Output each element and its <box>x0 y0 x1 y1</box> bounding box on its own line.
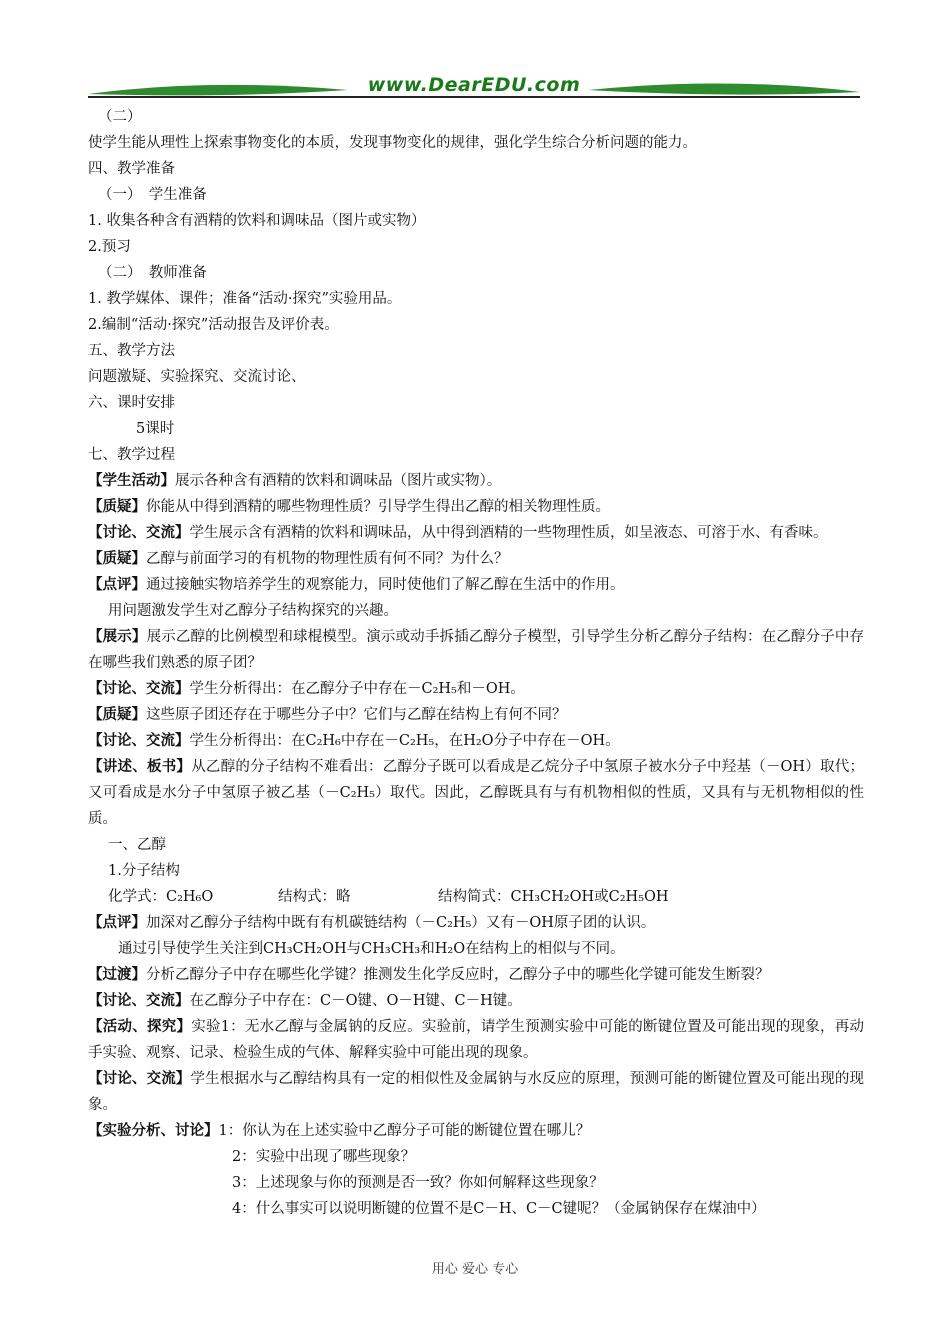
subsection-heading: 1.分子结构 <box>108 863 180 879</box>
tag-label: 【学生活动】 <box>88 472 175 489</box>
section-heading: 五、教学方法 <box>88 343 175 359</box>
subsection-heading: （一） 学生准备 <box>98 187 207 203</box>
paragraph: 用问题激发学生对乙醇分子结构探究的兴趣。 <box>108 603 398 619</box>
paragraph <box>88 468 864 494</box>
question-text: 1：你认为在上述实验中乙醇分子可能的断键位置在哪儿？ <box>218 1123 591 1139</box>
section-heading: 四、教学准备 <box>88 161 175 177</box>
paragraph <box>88 702 864 728</box>
paragraph-text: 展示各种含有酒精的饮料和调味品（图片或实物）。 <box>175 473 502 489</box>
section-heading: 一、乙醇 <box>108 837 166 853</box>
paragraph <box>88 988 864 1014</box>
structural-formula: 结构式：略 <box>278 889 351 905</box>
paragraph: 1. 收集各种含有酒精的饮料和调味品（图片或实物） <box>88 213 426 229</box>
document-body <box>88 104 864 1222</box>
paragraph: 1. 教学媒体、课件；准备“活动·探究”实验用品。 <box>88 291 402 307</box>
tag-label: 【讨论、交流】 <box>88 1070 191 1087</box>
paragraph-text: 实验1：无水乙醇与金属钠的反应。实验前，请学生预测实验中可能的断键位置及可能出现的现象，再动手实验、观察、记录、检验生成的气体、解释实验中可能出现的现象。 <box>88 1019 864 1061</box>
paragraph-text: 加深对乙醇分子结构中既有有机碳链结构（－C₂H₅）又有－OH原子团的认识。 <box>146 915 656 931</box>
tag-label: 【讨论、交流】 <box>88 992 190 1009</box>
paragraph-text: 乙醇与前面学习的有机物的物理性质有何不同？为什么？ <box>146 551 509 567</box>
page-footer: 用心 爱心 专心 <box>431 1262 519 1277</box>
site-header <box>88 68 860 104</box>
tag-label: 【讲述、板书】 <box>88 758 192 775</box>
subsection-heading: （二） 教师准备 <box>98 265 207 281</box>
paragraph <box>88 962 864 988</box>
question-item: 4：什么事实可以说明断键的位置不是C－H、C－C键呢？（金属钠保存在煤油中） <box>232 1201 766 1217</box>
chemical-formula: 化学式：C₂H₆O <box>108 889 214 905</box>
tag-label: 【点评】 <box>88 914 146 931</box>
paragraph <box>88 910 864 936</box>
paragraph: 2.预习 <box>88 239 131 255</box>
paragraph-text: 学生分析得出：在C₂H₆中存在－C₂H₅，在H₂O分子中存在－OH。 <box>189 733 620 749</box>
question-item: 3：上述现象与你的预测是否一致？你如何解释这些现象？ <box>232 1175 604 1191</box>
paragraph <box>88 754 864 832</box>
paragraph: 2.编制“活动·探究”活动报告及评价表。 <box>88 317 339 333</box>
tag-label: 【讨论、交流】 <box>88 680 190 697</box>
paragraph-text: 在乙醇分子中存在：C－O键、O－H键、C－H键。 <box>189 993 522 1009</box>
paragraph: 5课时 <box>136 421 175 437</box>
paragraph: 使学生能从理性上探索事物变化的本质，发现事物变化的规律，强化学生综合分析问题的能力。 <box>88 135 697 151</box>
paragraph <box>88 520 864 546</box>
site-name[interactable]: www.DearEDU.com <box>367 74 581 96</box>
formula-row <box>88 884 864 910</box>
tag-label: 【讨论、交流】 <box>88 732 190 749</box>
tag-label: 【讨论、交流】 <box>88 524 190 541</box>
paragraph <box>88 624 864 676</box>
paragraph-text: 从乙醇的分子结构不难看出：乙醇分子既可以看成是乙烷分子中氢原子被水分子中羟基（－OH）取代；又可看成是水分子中氢原子被乙基（－C₂H₅）取代。因此，乙醇既具有与有机物相似的性质，又具有与无机物相似的性质。 <box>88 759 865 827</box>
tag-label: 【质疑】 <box>88 706 146 723</box>
tag-label: 【活动、探究】 <box>88 1018 192 1035</box>
paragraph-text: 学生展示含有酒精的饮料和调味品，从中得到酒精的一些物理性质，如呈液态、可溶于水、有香味。 <box>189 525 828 541</box>
condensed-formula: 结构简式：CH₃CH₂OH或C₂H₅OH <box>438 889 669 905</box>
paragraph-text: 这些原子团还存在于哪些分子中？它们与乙醇在结构上有何不同？ <box>146 707 567 723</box>
paragraph <box>88 546 864 572</box>
tag-label: 【展示】 <box>88 628 147 645</box>
tag-label: 【点评】 <box>88 576 146 593</box>
paragraph <box>88 728 864 754</box>
paragraph: 问题激疑、实验探究、交流讨论、 <box>88 369 306 385</box>
tag-label: 【实验分析、讨论】 <box>88 1122 219 1139</box>
paragraph: （二） <box>98 109 142 125</box>
header-rule <box>88 96 860 98</box>
paragraph: 通过引导使学生关注到CH₃CH₂OH与CH₃CH₃和H₂O在结构上的相似与不同。 <box>118 941 625 957</box>
paragraph <box>88 572 864 598</box>
tag-label: 【过渡】 <box>88 966 146 983</box>
paragraph <box>88 676 864 702</box>
paragraph-text: 展示乙醇的比例模型和球棍模型。演示或动手拆插乙醇分子模型，引导学生分析乙醇分子结构：在乙醇分子中存在哪些我们熟悉的原子团？ <box>88 629 864 671</box>
section-heading: 六、课时安排 <box>88 395 175 411</box>
paragraph <box>88 1066 864 1118</box>
paragraph-text: 通过接触实物培养学生的观察能力，同时使他们了解乙醇在生活中的作用。 <box>146 577 625 593</box>
tag-label: 【质疑】 <box>88 550 146 567</box>
question-item: 2：实验中出现了哪些现象？ <box>232 1149 416 1165</box>
paragraph-text: 你能从中得到酒精的哪些物理性质？引导学生得出乙醇的相关物理性质。 <box>146 499 610 515</box>
paragraph-text: 分析乙醇分子中存在哪些化学键？推测发生化学反应时，乙醇分子中的哪些化学键可能发生断裂？ <box>146 967 770 983</box>
paragraph <box>88 1014 864 1066</box>
paragraph-text: 学生分析得出：在乙醇分子中存在－C₂H₅和－OH。 <box>189 681 525 697</box>
paragraph-text: 学生根据水与乙醇结构具有一定的相似性及金属钠与水反应的原理，预测可能的断键位置及可能出现的现象。 <box>88 1071 865 1113</box>
tag-label: 【质疑】 <box>88 498 146 515</box>
section-heading: 七、教学过程 <box>88 447 175 463</box>
paragraph <box>88 494 864 520</box>
question-item <box>88 1118 864 1144</box>
